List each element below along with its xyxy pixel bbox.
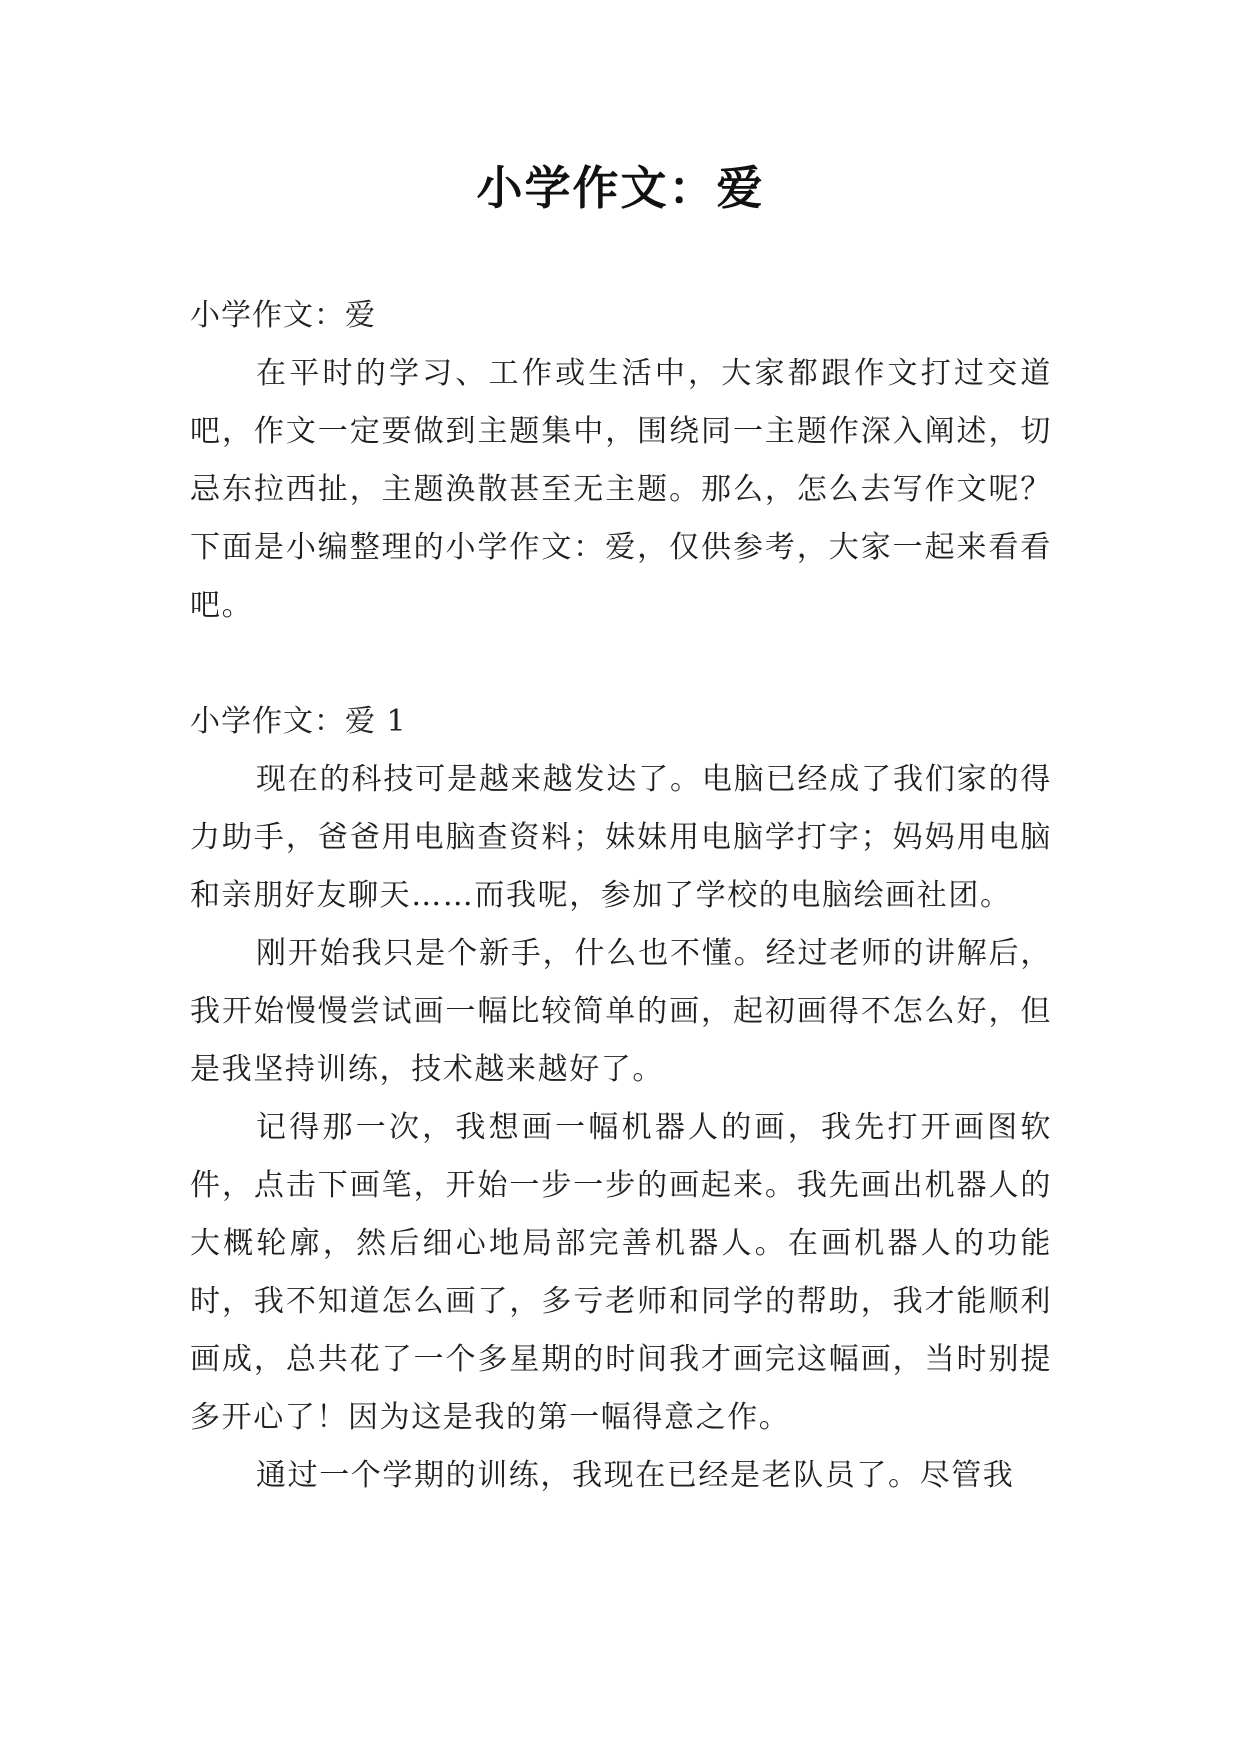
essay-paragraph-2: 刚开始我只是个新手，什么也不懂。经过老师的讲解后，我开始慢慢尝试画一幅比较简单的画，起初画得不怎么好，但是我坚持训练，技术越来越好了。: [190, 936, 1052, 1087]
document-title: 小学作文：爱: [476, 161, 765, 215]
intro-heading: 小学作文：爱: [190, 298, 376, 333]
document-body: [190, 287, 1052, 1505]
essay-paragraph-4: 通过一个学期的训练，我现在已经是老队员了。尽管我: [256, 1458, 1015, 1493]
essay-heading: 小学作文：爱 1: [190, 704, 407, 739]
intro-paragraph: 在平时的学习、工作或生活中，大家都跟作文打过交道吧，作文一定要做到主题集中，围绕同一主题作深入阐述，切忌东拉西扯，主题涣散甚至无主题。那么，怎么去写作文呢？下面是小编整理的小学作文：爱，仅供参考，大家一起来看看吧。: [190, 356, 1052, 623]
essay-paragraph-3: 记得那一次，我想画一幅机器人的画，我先打开画图软件，点击下画笔，开始一步一步的画起来。我先画出机器人的大概轮廓，然后细心地局部完善机器人。在画机器人的功能时，我不知道怎么画了，多亏老师和同学的帮助，我才能顺利画成，总共花了一个多星期的时间我才画完这幅画，当时别提多开心了！因为这是我的第一幅得意之作。: [190, 1110, 1052, 1435]
essay-paragraph-1: 现在的科技可是越来越发达了。电脑已经成了我们家的得力助手，爸爸用电脑查资料；妹妹用电脑学打字；妈妈用电脑和亲朋好友聊天……而我呢，参加了学校的电脑绘画社团。: [190, 762, 1052, 913]
section-spacer: [190, 635, 1052, 693]
